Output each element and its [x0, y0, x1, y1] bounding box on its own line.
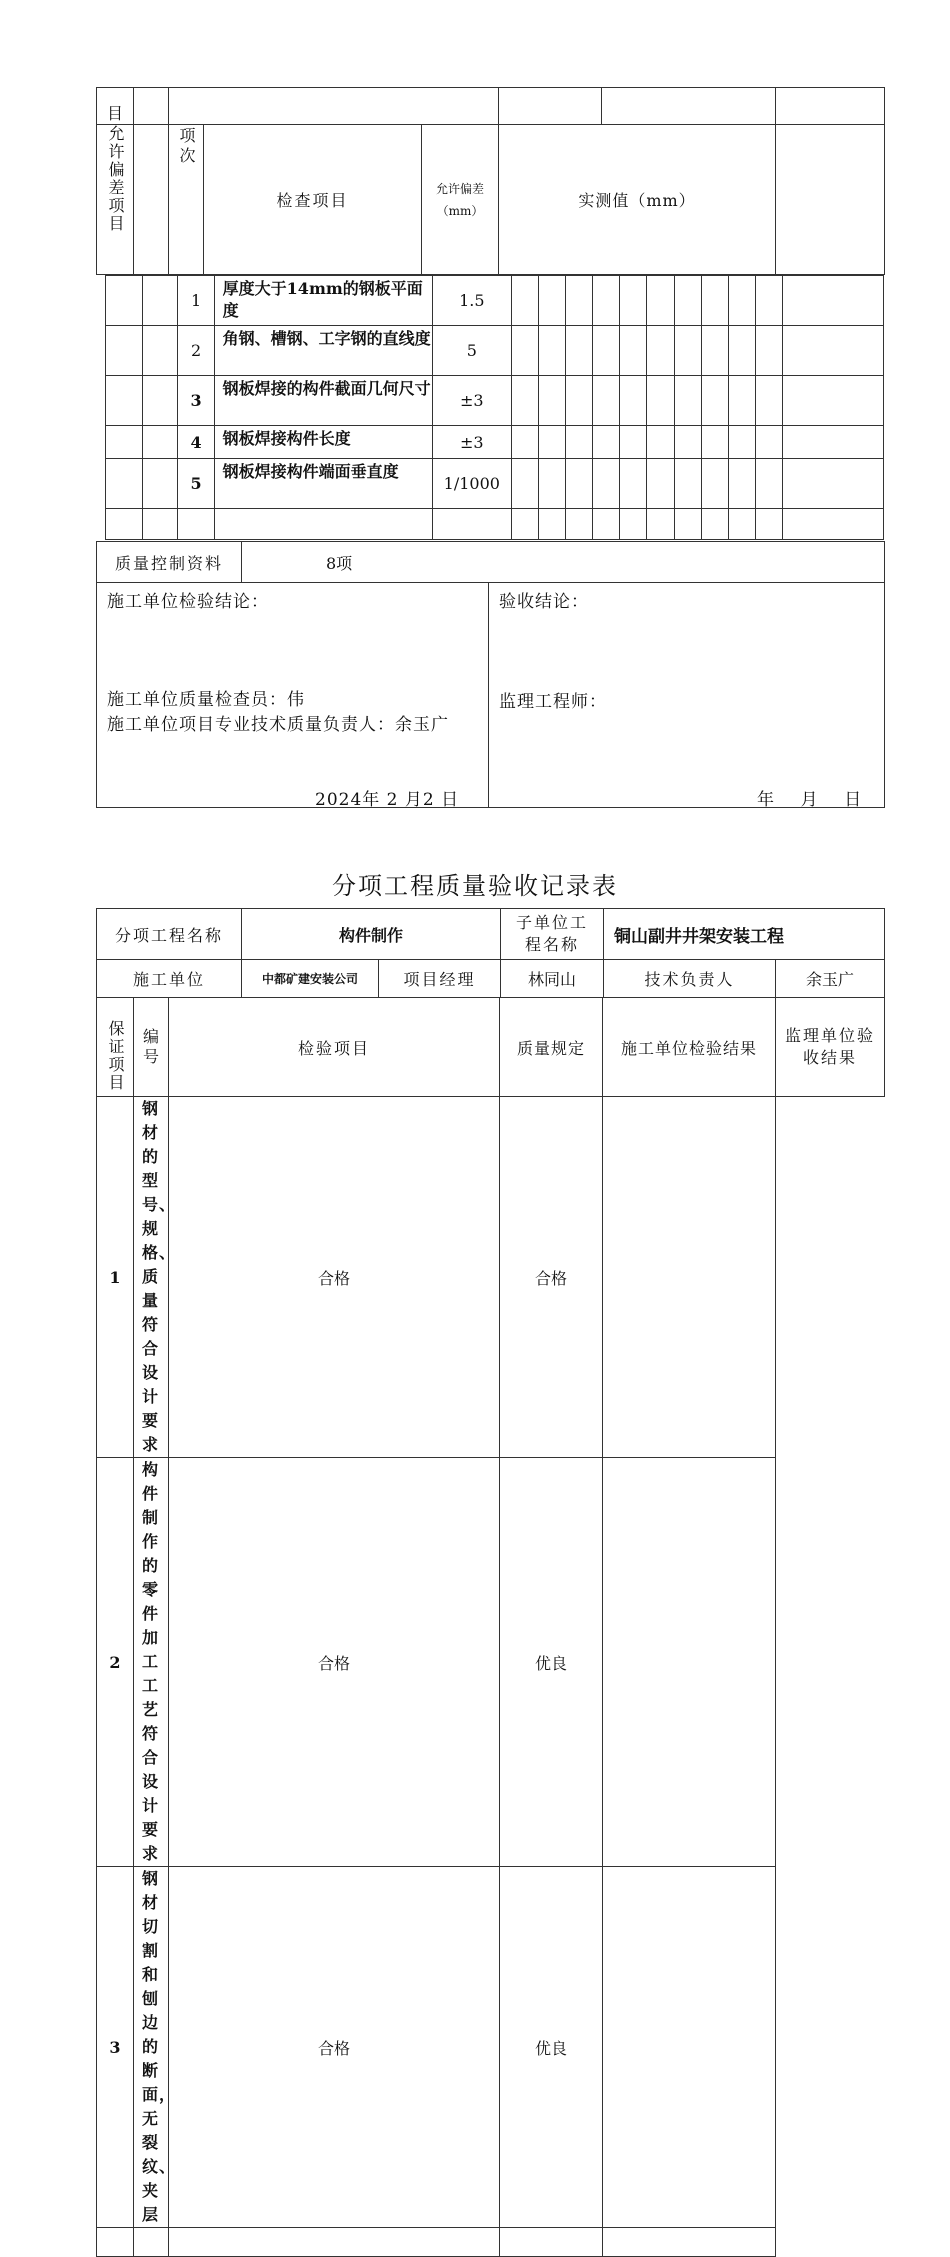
measurement-row [106, 326, 884, 376]
result-header: 施工单位检验结果 [603, 998, 776, 1097]
guarantee-standard: 合格 [169, 1867, 500, 2228]
measurement-rows [106, 276, 884, 540]
lower-header-table [96, 908, 885, 998]
guarantee-supervision [603, 1867, 776, 2228]
pm-label: 项目经理 [379, 960, 501, 998]
tech-value: 余玉广 [776, 960, 885, 998]
supervision-header: 监理单位验收结果 [776, 998, 885, 1097]
measurement-row [106, 459, 884, 509]
measurement-row [106, 509, 884, 540]
guarantee-supervision [603, 1458, 776, 1867]
guarantee-no: 1 [97, 1097, 134, 1458]
guarantee-row [97, 2228, 885, 2257]
measurement-row [106, 276, 884, 326]
supervisor-line: 监理工程师： [499, 692, 607, 712]
top-row-cell: 目 [97, 88, 134, 125]
row-allowed-value: ±3 [433, 426, 512, 459]
guarantee-rows [97, 1097, 885, 2257]
row-check-item: 角钢、槽钢、工字钢的直线度 [214, 326, 432, 376]
allowed-deviation-header: 允许偏差 （mm） [422, 125, 499, 275]
measured-value-header: 实测值（mm） [499, 125, 776, 275]
row-no: 4 [178, 426, 214, 459]
pm-value: 林同山 [501, 960, 604, 998]
guarantee-supervision [603, 1097, 776, 1458]
contractor-value: 中都矿建安装公司 [242, 960, 379, 998]
guarantee-side-label: 保证项目 [97, 998, 134, 1097]
guarantee-table [96, 997, 885, 2257]
guarantee-item: 构件制作的零件加工工艺符合设计要求 [134, 1458, 169, 1867]
guarantee-item: 钢材的型号、规格、质量符合设计要求 [134, 1097, 169, 1458]
item-name-value: 构件制作 [242, 909, 501, 960]
tech-lead-line: 施工单位项目专业技术质量负责人：余玉广 [107, 715, 449, 735]
qc-table [96, 541, 885, 583]
guarantee-row [97, 1097, 885, 1458]
row-no: 3 [178, 376, 214, 426]
row-check-item: 钢板焊接的构件截面几何尺寸 [214, 376, 432, 426]
acceptance-conclusion-label: 验收结论： [499, 592, 589, 612]
guarantee-no: 3 [97, 1867, 134, 2228]
tech-label: 技术负责人 [604, 960, 776, 998]
signature-table [96, 582, 885, 808]
inspector-line: 施工单位质量检查员：伟 [107, 690, 305, 710]
contractor-label: 施工单位 [97, 960, 242, 998]
guarantee-row [97, 1867, 885, 2228]
row-no: 1 [178, 276, 214, 326]
standard-header: 质量规定 [500, 998, 603, 1097]
row-allowed-value: 1.5 [433, 276, 512, 326]
no-header: 编号 [134, 998, 169, 1097]
item-no-header: 项次 [169, 125, 204, 275]
guarantee-result: 优良 [500, 1458, 603, 1867]
sub-unit-value: 铜山副井井架安装工程 [604, 909, 885, 960]
date-left: 2024年 2 月2 日 [315, 790, 460, 810]
guarantee-result: 合格 [500, 1097, 603, 1458]
item-name-label: 分项工程名称 [97, 909, 242, 960]
guarantee-standard: 合格 [169, 1458, 500, 1867]
row-no: 2 [178, 326, 214, 376]
upper-header-table [96, 87, 885, 275]
acceptance-conclusion-cell [489, 583, 885, 808]
row-no: 5 [178, 459, 214, 509]
measurement-row [106, 376, 884, 426]
row-allowed-value: 5 [433, 326, 512, 376]
row-allowed-value: 1/1000 [433, 459, 512, 509]
lower-form-title: 分项工程质量验收记录表 [332, 872, 618, 900]
qc-value: 8项 [242, 542, 885, 583]
date-right: 年 月 日 [757, 790, 863, 810]
guarantee-row [97, 1458, 885, 1867]
check-item-header: 检查项目 [204, 125, 422, 275]
row-check-item: 钢板焊接构件端面垂直度 [214, 459, 432, 509]
row-check-item: 钢板焊接构件长度 [214, 426, 432, 459]
allowed-deviation-side-label: 允许偏差项目 [97, 125, 134, 275]
sub-unit-label: 子单位工程名称 [501, 909, 604, 960]
guarantee-result: 优良 [500, 1867, 603, 2228]
contractor-conclusion-cell [97, 583, 489, 808]
measurement-row [106, 426, 884, 459]
check-item-header-lower: 检验项目 [169, 998, 500, 1097]
measurement-table [105, 275, 884, 540]
qc-label: 质量控制资料 [97, 542, 242, 583]
guarantee-item: 钢材切割和刨边的断面，无裂纹、夹层 [134, 1867, 169, 2228]
contractor-conclusion-label: 施工单位检验结论： [107, 592, 269, 612]
row-check-item: 厚度大于14mm的钢板平面度 [214, 276, 432, 326]
guarantee-no: 2 [97, 1458, 134, 1867]
row-allowed-value: ±3 [433, 376, 512, 426]
guarantee-standard: 合格 [169, 1097, 500, 1458]
